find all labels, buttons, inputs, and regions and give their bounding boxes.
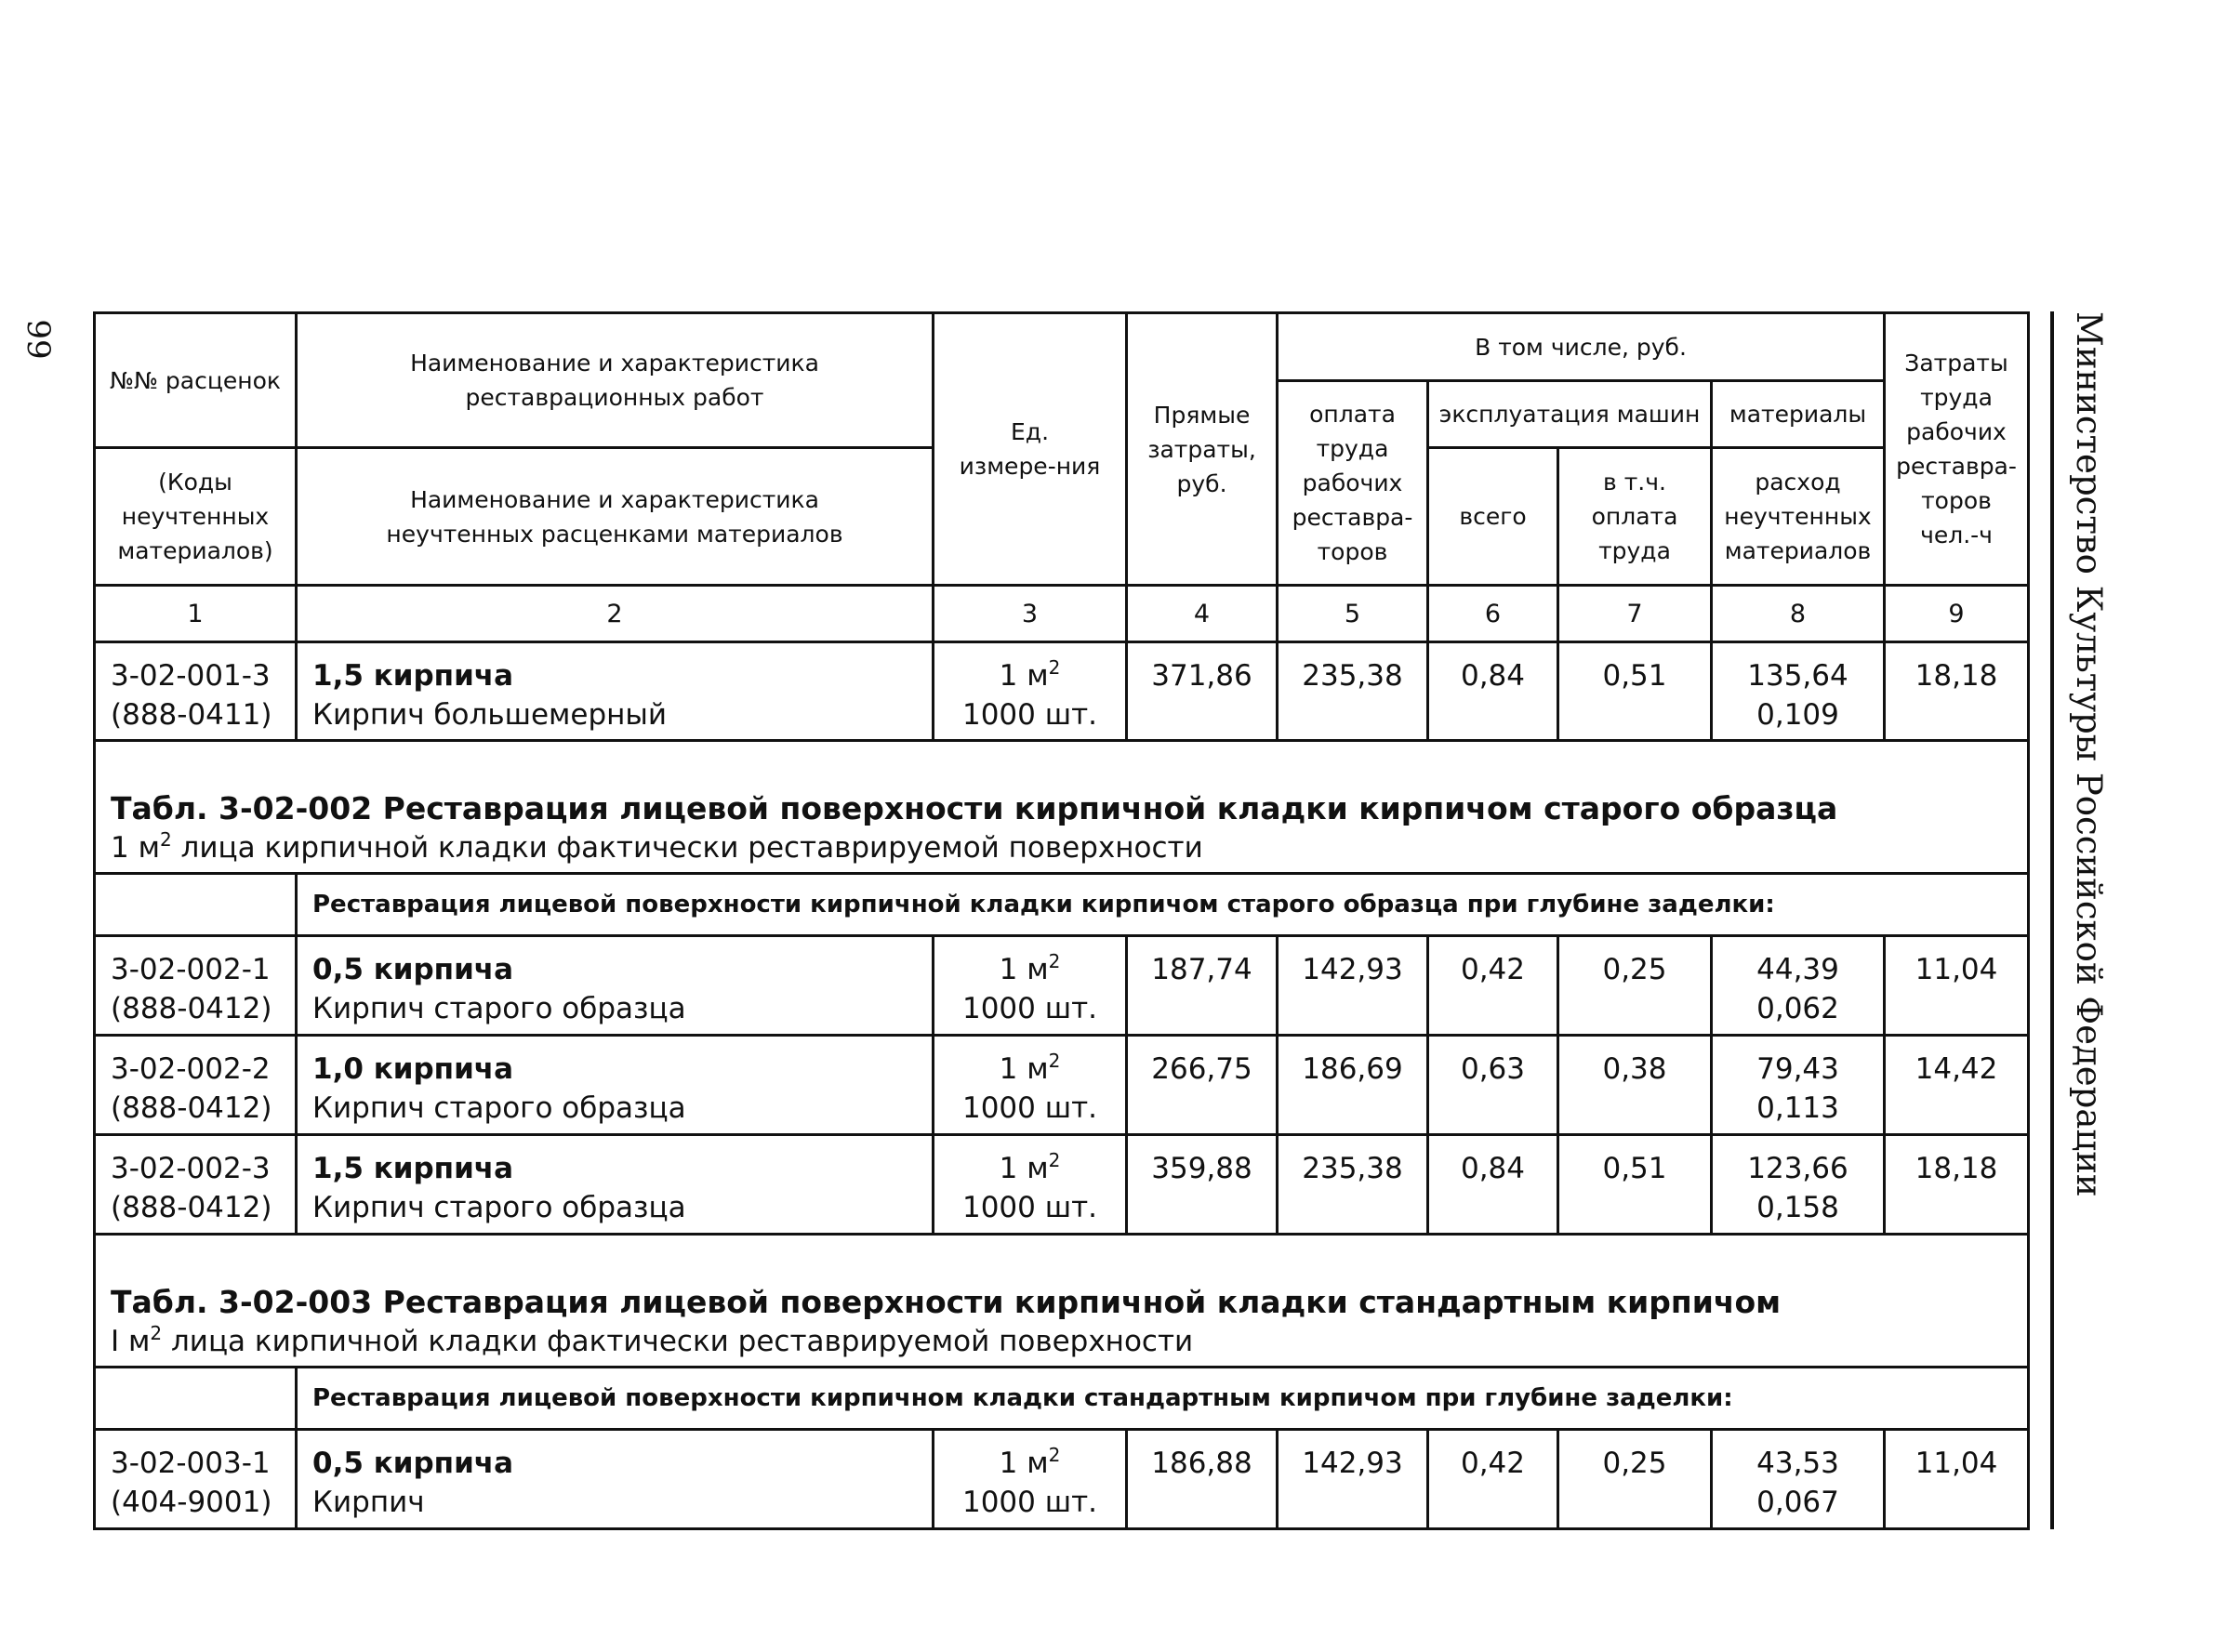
machines-wages-value: 0,51 bbox=[1558, 1135, 1712, 1235]
column-number: 4 bbox=[1127, 586, 1278, 642]
direct-costs-value: 371,86 bbox=[1127, 642, 1278, 741]
header-machines: эксплуатация машин bbox=[1428, 381, 1712, 448]
material-quantity: 0,067 bbox=[1756, 1486, 1839, 1519]
work-name-cell bbox=[297, 1430, 934, 1529]
unit-secondary: 1000 шт. bbox=[961, 992, 1098, 1025]
rates-table bbox=[93, 311, 2030, 1530]
table-row bbox=[95, 642, 2029, 741]
machines-wages-value: 0,38 bbox=[1558, 1036, 1712, 1135]
materials-cell bbox=[1712, 1036, 1885, 1135]
direct-costs-value: 186,88 bbox=[1127, 1430, 1278, 1529]
unit-sup: 2 bbox=[1048, 1149, 1061, 1171]
wages-value: 235,38 bbox=[1278, 642, 1428, 741]
header-materials: материалы bbox=[1712, 381, 1885, 448]
column-number: 8 bbox=[1712, 586, 1885, 642]
header-work-name: Наименование и характеристика реставрационных работ bbox=[297, 313, 934, 448]
side-caption bbox=[2069, 311, 2109, 1197]
side-rule bbox=[2050, 311, 2054, 1529]
header-machines-total: всего bbox=[1428, 448, 1558, 586]
unit-secondary: 1000 шт. bbox=[961, 1191, 1098, 1224]
section-measure: I $м^2$ лица кирпичной кладки фактически реставрируемой поверхности bbox=[111, 1322, 1194, 1358]
unit-cell bbox=[934, 1036, 1127, 1135]
table-row bbox=[95, 936, 2029, 1036]
material-code: (888-0411) bbox=[111, 698, 272, 732]
header-rate-number: №№ расценок bbox=[95, 313, 297, 448]
rate-code-cell bbox=[95, 1036, 297, 1135]
work-name-cell bbox=[297, 1135, 934, 1235]
machines-wages-value: 0,25 bbox=[1558, 936, 1712, 1036]
unit-base: 1 м bbox=[999, 953, 1049, 986]
section-heading bbox=[95, 741, 2029, 874]
unit-sup: 2 bbox=[1048, 1050, 1061, 1072]
rate-code: 3-02-001-3 bbox=[111, 659, 271, 693]
wages-value: 142,93 bbox=[1278, 1430, 1428, 1529]
header-direct-costs: Прямые затраты, руб. bbox=[1127, 313, 1278, 586]
material-name: Кирпич старого образца bbox=[312, 1191, 686, 1224]
materials-value: 123,66 bbox=[1747, 1152, 1848, 1185]
rate-code: 3-02-002-1 bbox=[111, 953, 271, 986]
header-unit: Ед. измере-ния bbox=[934, 313, 1127, 586]
work-name-cell bbox=[297, 1036, 934, 1135]
labor-value: 11,04 bbox=[1885, 936, 2029, 1036]
machines-value: 0,42 bbox=[1428, 936, 1558, 1036]
material-quantity: 0,062 bbox=[1756, 992, 1839, 1025]
materials-cell bbox=[1712, 1430, 1885, 1529]
header-machines-wages: в т.ч. оплата труда bbox=[1558, 448, 1712, 586]
material-name: Кирпич большемерный bbox=[312, 698, 668, 732]
material-code: (888-0412) bbox=[111, 992, 272, 1025]
direct-costs-value: 359,88 bbox=[1127, 1135, 1278, 1235]
unit-secondary: 1000 шт. bbox=[961, 1486, 1098, 1519]
table-row bbox=[95, 1430, 2029, 1529]
header-material-codes: (Коды неучтенных материалов) bbox=[95, 448, 297, 586]
work-name: 1,0 кирпича bbox=[312, 1052, 514, 1086]
machines-wages-value: 0,25 bbox=[1558, 1430, 1712, 1529]
rate-code: 3-02-002-3 bbox=[111, 1152, 271, 1185]
material-quantity: 0,158 bbox=[1756, 1191, 1839, 1224]
rate-code-cell bbox=[95, 1135, 297, 1235]
work-name: 1,5 кирпича bbox=[312, 659, 514, 693]
column-number: 1 bbox=[95, 586, 297, 642]
rate-code-cell bbox=[95, 1430, 297, 1529]
material-code: (888-0412) bbox=[111, 1191, 272, 1224]
materials-value: 79,43 bbox=[1756, 1052, 1839, 1086]
unit-base: 1 м bbox=[999, 1152, 1049, 1185]
header-materials-unaccounted: расход неучтенных материалов bbox=[1712, 448, 1885, 586]
column-number: 7 bbox=[1558, 586, 1712, 642]
direct-costs-value: 266,75 bbox=[1127, 1036, 1278, 1135]
labor-value: 18,18 bbox=[1885, 642, 2029, 741]
wages-value: 186,69 bbox=[1278, 1036, 1428, 1135]
section-heading bbox=[95, 1235, 2029, 1368]
section-subheader: Реставрация лицевой поверхности кирпичной кладки кирпичом старого образца при глубине заделки: bbox=[297, 874, 2029, 936]
section-title: Табл. 3-02-002 Реставрация лицевой поверхности кирпичной кладки кирпичом старого образца bbox=[111, 790, 1838, 826]
header-labor: Затраты труда рабочих реставра-торов чел.-ч bbox=[1885, 313, 2029, 586]
unit-cell bbox=[934, 1430, 1127, 1529]
materials-cell bbox=[1712, 1135, 1885, 1235]
unit-sup: 2 bbox=[1048, 656, 1061, 679]
column-number: 6 bbox=[1428, 586, 1558, 642]
header-wages: оплата труда рабочих реставра-торов bbox=[1278, 381, 1428, 586]
materials-value: 135,64 bbox=[1747, 659, 1848, 693]
work-name-cell bbox=[297, 642, 934, 741]
labor-value: 14,42 bbox=[1885, 1036, 2029, 1135]
unit-cell bbox=[934, 936, 1127, 1036]
unit-sup: 2 bbox=[1048, 1444, 1061, 1466]
wages-value: 235,38 bbox=[1278, 1135, 1428, 1235]
side-caption-text: Министерство Культуры Российской Федерации bbox=[2069, 311, 2109, 1197]
material-name: Кирпич bbox=[312, 1486, 425, 1519]
machines-value: 0,42 bbox=[1428, 1430, 1558, 1529]
unit-base: 1 м bbox=[999, 1052, 1049, 1086]
rate-code: 3-02-002-2 bbox=[111, 1052, 271, 1086]
material-code: (404-9001) bbox=[111, 1486, 272, 1519]
section-subheader: Реставрация лицевой поверхности кирпичном кладки стандартным кирпичом при глубине заделки: bbox=[297, 1368, 2029, 1430]
subheader-blank bbox=[95, 1368, 297, 1430]
machines-value: 0,84 bbox=[1428, 1135, 1558, 1235]
material-name: Кирпич старого образца bbox=[312, 992, 686, 1025]
header-material-name: Наименование и характеристика неучтенных расценками материалов bbox=[297, 448, 934, 586]
table-row bbox=[95, 1135, 2029, 1235]
section-title: Табл. 3-02-003 Реставрация лицевой поверхности кирпичной кладки стандартным кирпичом bbox=[111, 1284, 1782, 1320]
work-name-cell bbox=[297, 936, 934, 1036]
column-number: 2 bbox=[297, 586, 934, 642]
labor-value: 11,04 bbox=[1885, 1430, 2029, 1529]
direct-costs-value: 187,74 bbox=[1127, 936, 1278, 1036]
work-name: 1,5 кирпича bbox=[312, 1152, 514, 1185]
header-including: В том числе, руб. bbox=[1278, 313, 1885, 381]
material-quantity: 0,113 bbox=[1756, 1091, 1839, 1125]
machines-value: 0,84 bbox=[1428, 642, 1558, 741]
subheader-blank bbox=[95, 874, 297, 936]
material-code: (888-0412) bbox=[111, 1091, 272, 1125]
materials-cell bbox=[1712, 936, 1885, 1036]
section-measure: 1 $м^2$ лица кирпичной кладки фактически реставрируемой поверхности bbox=[111, 828, 1203, 865]
rate-code-cell bbox=[95, 642, 297, 741]
unit-cell bbox=[934, 1135, 1127, 1235]
unit-base: 1 м bbox=[999, 659, 1049, 693]
column-number: 5 bbox=[1278, 586, 1428, 642]
machines-wages-value: 0,51 bbox=[1558, 642, 1712, 741]
materials-value: 43,53 bbox=[1756, 1447, 1839, 1480]
column-number: 3 bbox=[934, 586, 1127, 642]
unit-secondary: 1000 шт. bbox=[961, 1091, 1098, 1125]
materials-cell bbox=[1712, 642, 1885, 741]
machines-value: 0,63 bbox=[1428, 1036, 1558, 1135]
material-quantity: 0,109 bbox=[1756, 698, 1839, 732]
unit-secondary: 1000 шт. bbox=[961, 698, 1098, 732]
wages-value: 142,93 bbox=[1278, 936, 1428, 1036]
table-row bbox=[95, 1036, 2029, 1135]
column-number: 9 bbox=[1885, 586, 2029, 642]
materials-value: 44,39 bbox=[1756, 953, 1839, 986]
labor-value: 18,18 bbox=[1885, 1135, 2029, 1235]
work-name: 0,5 кирпича bbox=[312, 953, 514, 986]
page-number: 99 bbox=[20, 319, 57, 360]
unit-base: 1 м bbox=[999, 1447, 1049, 1480]
rate-code: 3-02-003-1 bbox=[111, 1447, 271, 1480]
material-name: Кирпич старого образца bbox=[312, 1091, 686, 1125]
unit-sup: 2 bbox=[1048, 950, 1061, 972]
rate-code-cell bbox=[95, 936, 297, 1036]
work-name: 0,5 кирпича bbox=[312, 1447, 514, 1480]
unit-cell bbox=[934, 642, 1127, 741]
